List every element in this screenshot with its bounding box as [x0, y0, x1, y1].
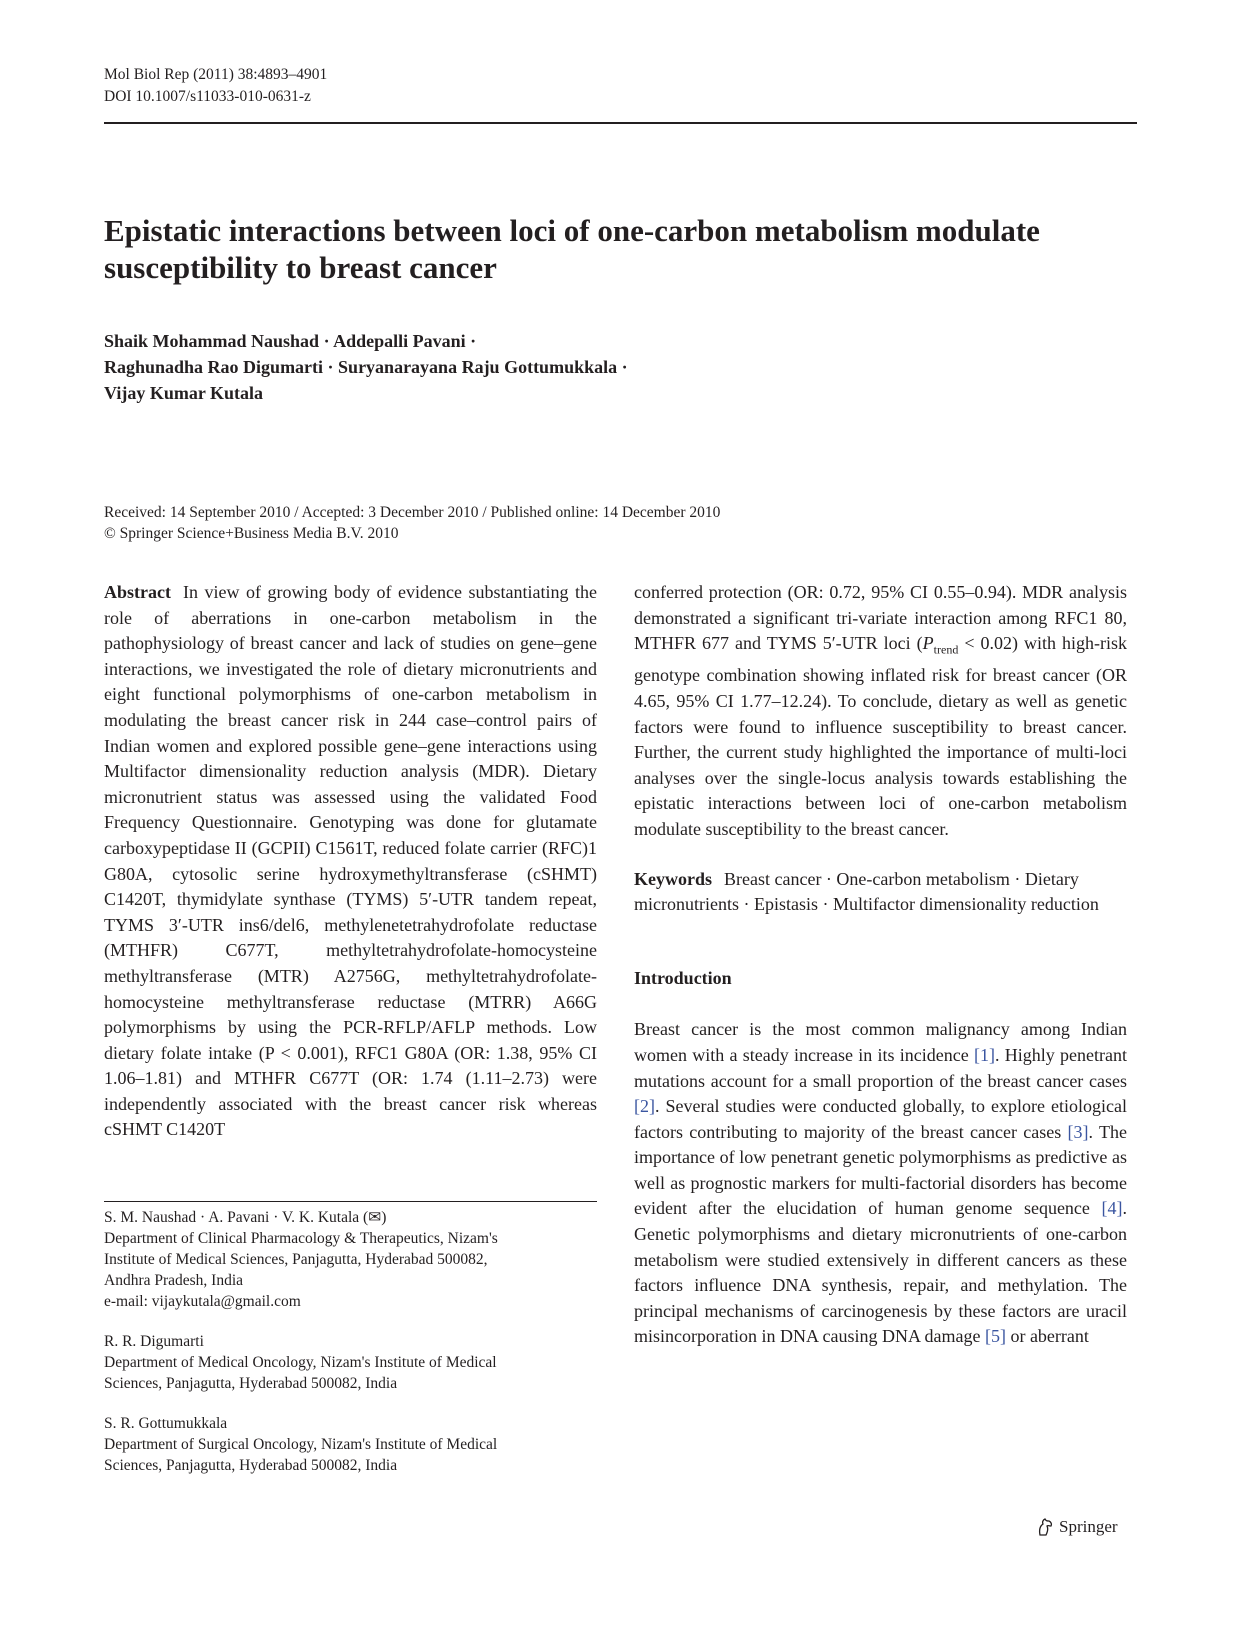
author-list [104, 328, 1004, 406]
left-column [104, 580, 597, 1143]
abstract [104, 580, 597, 1143]
citation-link[interactable]: [1] [974, 1044, 996, 1065]
affiliation-block [104, 1207, 597, 1312]
journal-header [104, 64, 327, 108]
abstract-continued [634, 580, 1127, 843]
email-link[interactable]: e-mail: vijaykutala@gmail.com [104, 1293, 301, 1310]
springer-horse-icon [1036, 1517, 1054, 1537]
copyright: © Springer Science+Business Media B.V. 2010 [104, 525, 399, 542]
affiliation-block [104, 1331, 597, 1394]
doi: DOI 10.1007/s11033-010-0631-z [104, 88, 311, 105]
affiliation-line: Sciences, Panjagutta, Hyderabad 500082, India [104, 1375, 398, 1392]
affiliation-names: S. R. Gottumukkala [104, 1415, 228, 1432]
affiliation-line: Department of Clinical Pharmacology & Therapeutics, Nizam's [104, 1230, 498, 1247]
affiliation-names [104, 1207, 597, 1228]
keywords [634, 867, 1127, 918]
received-accepted-dates: Received: 14 September 2010 / Accepted: 3 December 2010 / Published online: 14 December 2010 [104, 504, 721, 521]
affiliation-line: Andhra Pradesh, India [104, 1272, 244, 1289]
citation-link[interactable]: [2] [634, 1096, 655, 1117]
publication-dates [104, 502, 1104, 544]
author-line: Raghunadha Rao Digumarti · Suryanarayana Raju Gottumukkala · [104, 357, 628, 377]
abstract-text: In view of growing body of evidence substantiating the role of aberrations in one-carbon metabolism in the pathophysiology of breast cancer and lack of studies on gene–gene interactions, we investigated the role of dietary micronutrients and eight functional polymorphisms of one-carbon metabolism in modulating the breast cancer risk in 244 case–control pairs of Indian women and explored possible gene–gene interactions using Multifactor dimensionality reduction analysis (MDR). Dietary micronutrient status was assessed using the validated Food Frequency Questionnaire. Genotyping was done for glutamate carboxypeptidase II (GCPII) C1561T, reduced folate carrier (RFC)1 G80A, cytosolic serine hydroxymethyltransferase (cSHMT) C1420T, thymidylate synthase (TYMS) 5′-UTR tandem repeat, TYMS 3′-UTR ins6/del6, methylenetetrahydrofolate reductase (MTHFR) C677T, methyltetrahydrofolate-homocysteine methyltransferase (MTR) A2756G, methyltetrahydrofolate-homocysteine methyltransferase reductase (MTRR) A66G polymorphisms by using the PCR-RFLP/AFLP methods. Low dietary folate intake (P < 0.001), RFC1 G80A (OR: 1.38, 95% CI 1.06–1.81) and MTHFR C677T (OR: 1.74 (1.11–2.73) were independently associated with the breast cancer risk whereas cSHMT C1420T [104, 582, 597, 1140]
intro-text-span: . Several studies were conducted globally, to explore etiological factors contributing to majority of the breast cancer cases [634, 1096, 1127, 1142]
introduction-heading: Introduction [634, 967, 732, 988]
affiliations [104, 1207, 597, 1495]
affiliation-line: Institute of Medical Sciences, Panjagutta, Hyderabad 500082, [104, 1251, 488, 1268]
intro-text-span: . Genetic polymorphisms and dietary micronutrients of one-carbon metabolism were studied extensively in different cancers as these factors influence DNA synthesis, repair, and methylation. The principal mechanisms of carcinogenesis by these factors are uracil misincorporation in DNA causing DNA damage [634, 1198, 1127, 1347]
envelope-icon: ✉ [368, 1209, 382, 1226]
affiliation-rule [104, 1201, 597, 1202]
affiliation-authors-end: ) [381, 1209, 387, 1226]
publisher-name: Springer [1059, 1517, 1118, 1536]
affiliation-block [104, 1413, 597, 1476]
intro-text-span: . The importance of low penetrant genetic polymorphisms as predictive as well as prognostic markers for multi-factorial disorders has become evident after the elucidation of human genome sequence [634, 1121, 1127, 1219]
right-column [634, 580, 1127, 1350]
citation-link[interactable]: [3] [1067, 1121, 1089, 1142]
intro-text-span: . Highly penetrant mutations account for a small proportion of the breast cancer cases [634, 1044, 1128, 1091]
journal-citation: Mol Biol Rep (2011) 38:4893–4901 [104, 66, 328, 83]
citation-link[interactable]: [4] [1101, 1198, 1123, 1219]
author-line: Shaik Mohammad Naushad · Addepalli Pavani · [104, 331, 477, 351]
abstract-text: conferred protection (OR: 0.72, 95% CI 0.55–0.94). MDR analysis demonstrated a significant tri-variate interaction among RFC1 80, MTHFR 677 and TYMS 5′-UTR loci ( [634, 582, 1127, 654]
paper-title: Epistatic interactions between loci of one-carbon metabolism modulate susceptibility to breast cancer [104, 213, 1040, 285]
citation-link[interactable]: [5] [984, 1326, 1006, 1347]
keywords-heading: Keywords [634, 868, 712, 889]
abstract-heading: Abstract [104, 582, 171, 602]
intro-text-span: Breast cancer is the most common malignancy among Indian women with a steady increase in its incidence [634, 1019, 1127, 1065]
introduction-text [634, 1017, 1127, 1350]
abstract-text: < 0.02) with high-risk genotype combination showing inflated risk for breast cancer (OR 4.65, 95% CI 1.77–12.24). To conclude, dietary as well as genetic factors were found to influence susceptibility to breast cancer. Further, the current study highlighted the importance of multi-loci analyses over the single-locus analysis towards establishing the epistatic interactions between loci of one-carbon metabolism modulate susceptibility to the breast cancer. [634, 633, 1127, 839]
affiliation-names: R. R. Digumarti [104, 1333, 204, 1350]
publisher-logo [1036, 1517, 1118, 1537]
header-rule [104, 122, 1137, 124]
p-subscript: trend [933, 642, 959, 657]
affiliation-line: Sciences, Panjagutta, Hyderabad 500082, India [104, 1457, 398, 1474]
keywords-text: Breast cancer · One-carbon metabolism · Dietary micronutrients · Epistasis · Multifactor dimensionality reduction [634, 868, 1099, 915]
affiliation-line: Department of Medical Oncology, Nizam's Institute of Medical [104, 1354, 497, 1371]
p-symbol: P [922, 633, 934, 654]
author-line: Vijay Kumar Kutala [104, 383, 264, 403]
affiliation-line: Department of Surgical Oncology, Nizam's Institute of Medical [104, 1436, 498, 1453]
intro-text-span: or aberrant [1005, 1326, 1089, 1347]
affiliation-authors: S. M. Naushad · A. Pavani · V. K. Kutala ( [104, 1209, 369, 1226]
